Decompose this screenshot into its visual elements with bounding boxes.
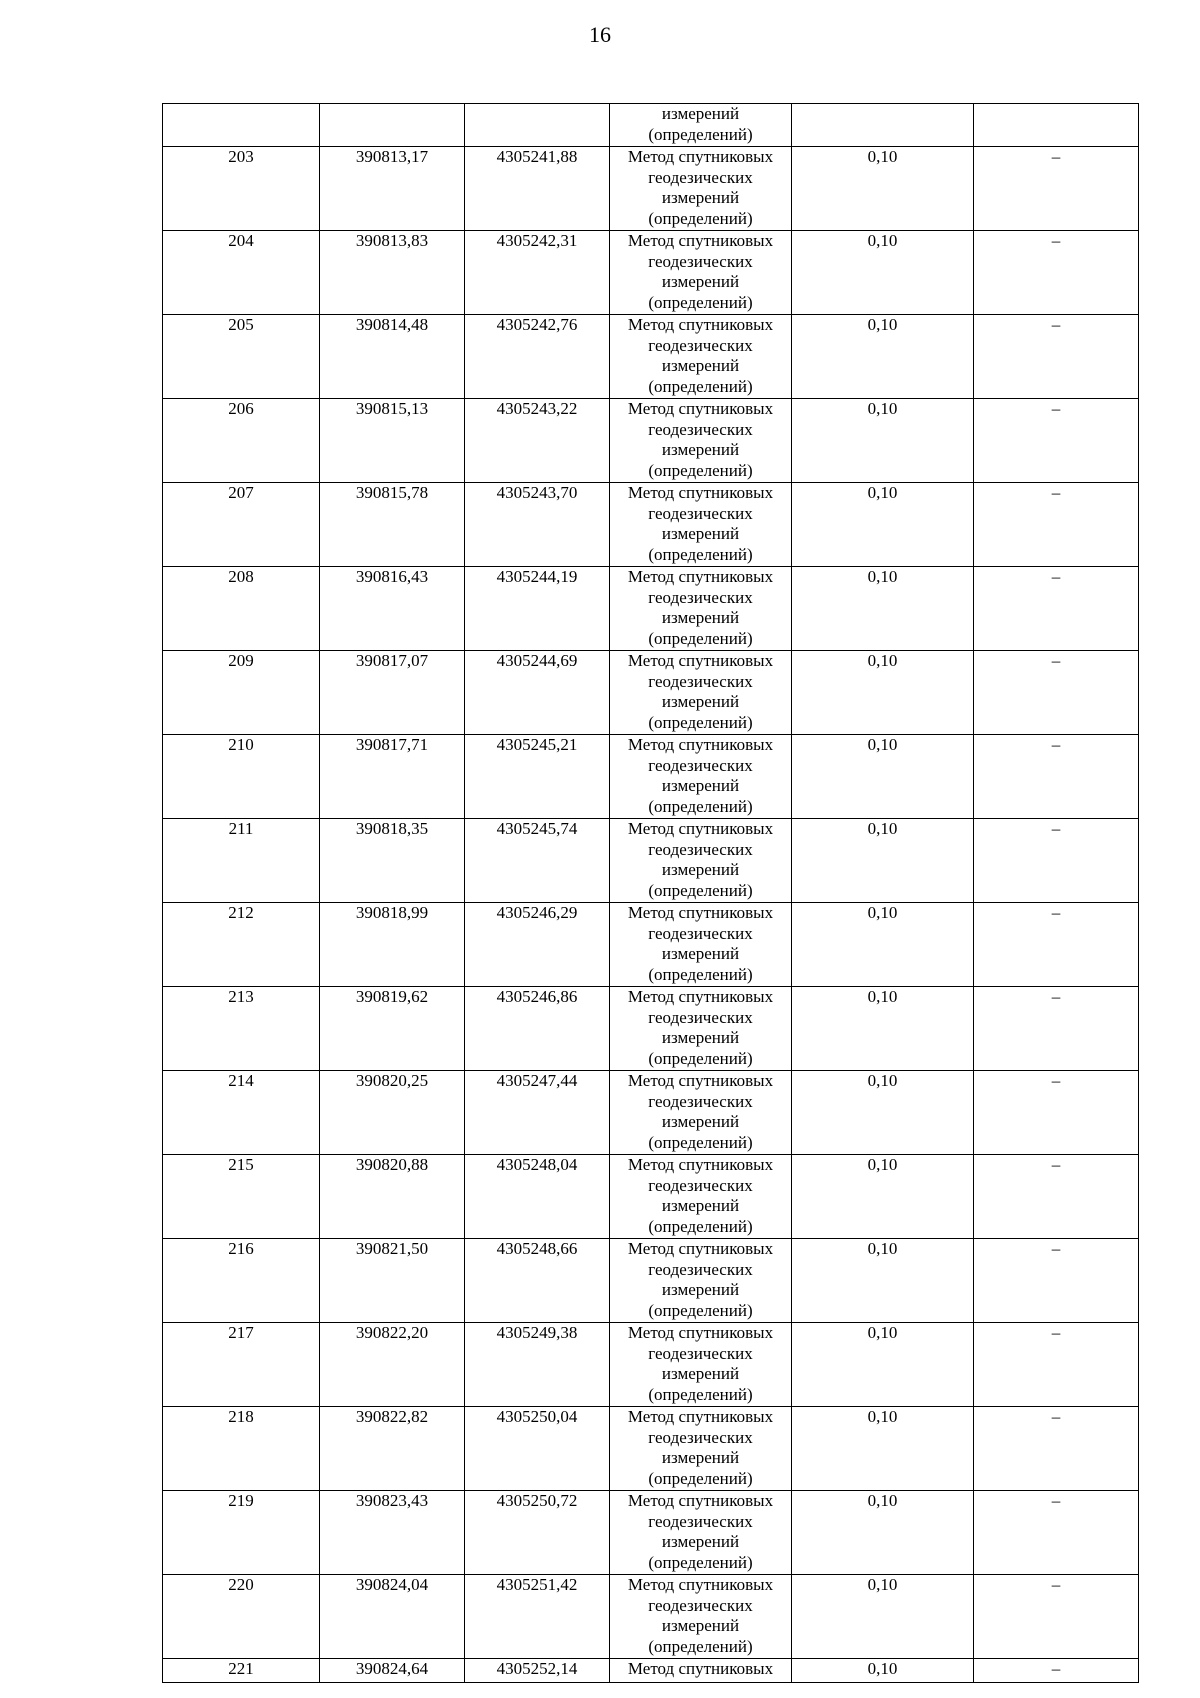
point-number-text: 216 (228, 1239, 254, 1258)
coord-x-text: 390813,83 (355, 231, 429, 250)
coord-x-text: 390822,20 (355, 1323, 429, 1342)
accuracy-text: 0,10 (867, 147, 898, 166)
cell-coord-y (465, 399, 610, 483)
page-number: 16 (589, 22, 611, 47)
cell-coord-x (320, 903, 465, 987)
coord-x-text: 390820,25 (355, 1071, 429, 1090)
coord-y-text: 4305245,21 (496, 735, 578, 754)
cell-coord-x (320, 987, 465, 1071)
point-number-text: 208 (228, 567, 254, 586)
cell-coord-y (465, 231, 610, 315)
cell-point-number (163, 1071, 320, 1155)
table-row (163, 1407, 1139, 1491)
accuracy-text: 0,10 (867, 483, 898, 502)
cell-method (610, 483, 792, 567)
cell-method (610, 819, 792, 903)
cell-method (610, 231, 792, 315)
cell-description (974, 1575, 1139, 1659)
cell-method (610, 1155, 792, 1239)
point-number-text: 203 (228, 147, 254, 166)
cell-coord-x (320, 735, 465, 819)
cell-point-number (163, 1491, 320, 1575)
cell-accuracy (792, 1575, 974, 1659)
cell-accuracy (792, 903, 974, 987)
coord-x-text: 390815,78 (355, 483, 429, 502)
description-text: – (1051, 1323, 1061, 1342)
coord-x-text: 390816,43 (355, 567, 429, 586)
table-row (163, 735, 1139, 819)
cell-accuracy (792, 1155, 974, 1239)
accuracy-text: 0,10 (867, 819, 898, 838)
method-text: Метод спутниковых (627, 1659, 774, 1678)
cell-point-number (163, 567, 320, 651)
cell-coord-x (320, 1323, 465, 1407)
coord-y-text: 4305241,88 (496, 147, 578, 166)
cell-method (610, 1239, 792, 1323)
cell-method (610, 315, 792, 399)
cell-method (610, 1575, 792, 1659)
cell-coord-y (465, 819, 610, 903)
cell-accuracy (792, 483, 974, 567)
method-text: Метод спутниковых геодезических измерений (определений) (627, 1323, 774, 1404)
cell-accuracy (792, 1239, 974, 1323)
table-row (163, 567, 1139, 651)
table-row (163, 1491, 1139, 1575)
description-text: – (1051, 987, 1061, 1006)
accuracy-text: 0,10 (867, 1071, 898, 1090)
cell-description (974, 399, 1139, 483)
cell-point-number (163, 1155, 320, 1239)
accuracy-text: 0,10 (867, 1155, 898, 1174)
cell-coord-x (320, 1575, 465, 1659)
cell-method (610, 147, 792, 231)
cell-coord-y (465, 1155, 610, 1239)
accuracy-text: 0,10 (867, 399, 898, 418)
accuracy-text: 0,10 (867, 1323, 898, 1342)
table-row (163, 903, 1139, 987)
cell-accuracy (792, 399, 974, 483)
cell-method (610, 1071, 792, 1155)
cell-point-number (163, 1239, 320, 1323)
cell-method (610, 987, 792, 1071)
cell-accuracy (792, 1323, 974, 1407)
cell-coord-x (320, 1071, 465, 1155)
accuracy-text: 0,10 (867, 567, 898, 586)
cell-point-number (163, 147, 320, 231)
cell-description (974, 735, 1139, 819)
cell-coord-x (320, 231, 465, 315)
point-number-text: 220 (228, 1575, 254, 1594)
description-text: – (1051, 819, 1061, 838)
cell-description (974, 1407, 1139, 1491)
description-text: – (1051, 567, 1061, 586)
cell-method (610, 104, 792, 147)
cell-description (974, 1071, 1139, 1155)
method-text: Метод спутниковых геодезических измерений (определений) (627, 1155, 774, 1236)
cell-method (610, 1491, 792, 1575)
table-row (163, 147, 1139, 231)
cell-coord-y (465, 1659, 610, 1683)
method-text: измерений (определений) (648, 104, 753, 144)
table-row (163, 1071, 1139, 1155)
cell-description (974, 1155, 1139, 1239)
cell-accuracy (792, 231, 974, 315)
cell-method (610, 651, 792, 735)
continuation-row (163, 104, 1139, 147)
description-text: – (1051, 651, 1061, 670)
cell-accuracy (792, 1491, 974, 1575)
cell-coord-x (320, 315, 465, 399)
method-text: Метод спутниковых геодезических измерений (определений) (627, 1575, 774, 1656)
cell-point-number (163, 231, 320, 315)
method-text: Метод спутниковых геодезических измерений (определений) (627, 819, 774, 900)
description-text: – (1051, 147, 1061, 166)
cell-description (974, 903, 1139, 987)
accuracy-text: 0,10 (867, 1407, 898, 1426)
table-body (163, 104, 1139, 1683)
cell-point-number (163, 315, 320, 399)
table-row (163, 651, 1139, 735)
table-row (163, 231, 1139, 315)
description-text: – (1051, 1659, 1061, 1678)
cell-point-number (163, 819, 320, 903)
cell-description (974, 1239, 1139, 1323)
accuracy-text: 0,10 (867, 987, 898, 1006)
accuracy-text: 0,10 (867, 315, 898, 334)
accuracy-text: 0,10 (867, 1491, 898, 1510)
accuracy-text: 0,10 (867, 1239, 898, 1258)
table-row (163, 1239, 1139, 1323)
coord-y-text: 4305249,38 (496, 1323, 578, 1342)
cell-coord-x (320, 1155, 465, 1239)
cell-accuracy (792, 651, 974, 735)
coord-y-text: 4305242,31 (496, 231, 578, 250)
coord-x-text: 390824,64 (355, 1659, 429, 1678)
cell-coord-x (320, 399, 465, 483)
cell-point-number (163, 483, 320, 567)
method-text: Метод спутниковых геодезических измерений (определений) (627, 1239, 774, 1320)
cell-point-number (163, 903, 320, 987)
coord-y-text: 4305245,74 (496, 819, 578, 838)
coord-y-text: 4305252,14 (496, 1659, 578, 1678)
cell-coord-y (465, 1491, 610, 1575)
cell-accuracy (792, 1407, 974, 1491)
accuracy-text: 0,10 (867, 1659, 898, 1678)
coord-x-text: 390821,50 (355, 1239, 429, 1258)
accuracy-text: 0,10 (867, 735, 898, 754)
point-number-text: 207 (228, 483, 254, 502)
coord-x-text: 390813,17 (355, 147, 429, 166)
cell-accuracy (792, 104, 974, 147)
cell-accuracy (792, 819, 974, 903)
description-text: – (1051, 1155, 1061, 1174)
cell-point-number (163, 1407, 320, 1491)
cell-coord-x (320, 1491, 465, 1575)
coord-x-text: 390818,35 (355, 819, 429, 838)
cell-point-number (163, 651, 320, 735)
description-text: – (1051, 231, 1061, 250)
point-number-text: 213 (228, 987, 254, 1006)
table-row (163, 1659, 1139, 1683)
cell-coord-x (320, 819, 465, 903)
method-text: Метод спутниковых геодезических измерений (определений) (627, 1491, 774, 1572)
method-text: Метод спутниковых геодезических измерений (определений) (627, 399, 774, 480)
method-text: Метод спутниковых геодезических измерений (определений) (627, 735, 774, 816)
cell-description (974, 231, 1139, 315)
description-text: – (1051, 1239, 1061, 1258)
description-text: – (1051, 483, 1061, 502)
coord-y-text: 4305250,72 (496, 1491, 578, 1510)
coord-y-text: 4305248,04 (496, 1155, 578, 1174)
cell-accuracy (792, 147, 974, 231)
cell-point-number (163, 1659, 320, 1683)
cell-method (610, 1407, 792, 1491)
cell-point-number (163, 1323, 320, 1407)
cell-coord-y (465, 651, 610, 735)
coord-y-text: 4305246,86 (496, 987, 578, 1006)
accuracy-text: 0,10 (867, 651, 898, 670)
cell-coord-x (320, 1239, 465, 1323)
cell-description (974, 987, 1139, 1071)
cell-accuracy (792, 1659, 974, 1683)
point-number-text: 209 (228, 651, 254, 670)
coord-x-text: 390818,99 (355, 903, 429, 922)
method-text: Метод спутниковых геодезических измерений (определений) (627, 987, 774, 1068)
coord-y-text: 4305248,66 (496, 1239, 578, 1258)
cell-coord-x (320, 483, 465, 567)
cell-coord-x (320, 147, 465, 231)
cell-description (974, 819, 1139, 903)
cell-description (974, 104, 1139, 147)
table-row (163, 987, 1139, 1071)
cell-coord-y (465, 315, 610, 399)
method-text: Метод спутниковых геодезических измерений (определений) (627, 1407, 774, 1488)
cell-description (974, 147, 1139, 231)
cell-description (974, 483, 1139, 567)
cell-coord-y (465, 147, 610, 231)
table-row (163, 1155, 1139, 1239)
point-number-text: 206 (228, 399, 254, 418)
accuracy-text: 0,10 (867, 903, 898, 922)
cell-coord-x (320, 1659, 465, 1683)
point-number-text: 219 (228, 1491, 254, 1510)
point-number-text: 218 (228, 1407, 254, 1426)
table-row (163, 483, 1139, 567)
method-text: Метод спутниковых геодезических измерений (определений) (627, 231, 774, 312)
cell-coord-y (465, 903, 610, 987)
coord-x-text: 390820,88 (355, 1155, 429, 1174)
description-text: – (1051, 903, 1061, 922)
cell-description (974, 567, 1139, 651)
coord-y-text: 4305243,22 (496, 399, 578, 418)
accuracy-text: 0,10 (867, 1575, 898, 1594)
point-number-text: 204 (228, 231, 254, 250)
cell-coord-y (465, 104, 610, 147)
cell-accuracy (792, 735, 974, 819)
method-text: Метод спутниковых геодезических измерений (определений) (627, 315, 774, 396)
method-text: Метод спутниковых геодезических измерений (определений) (627, 567, 774, 648)
point-number-text: 221 (228, 1659, 254, 1678)
coordinates-table (162, 103, 1139, 1683)
method-text: Метод спутниковых геодезических измерений (определений) (627, 1071, 774, 1152)
cell-accuracy (792, 987, 974, 1071)
cell-description (974, 1659, 1139, 1683)
cell-coord-x (320, 651, 465, 735)
method-text: Метод спутниковых геодезических измерений (определений) (627, 147, 774, 228)
coord-x-text: 390824,04 (355, 1575, 429, 1594)
cell-point-number (163, 104, 320, 147)
method-text: Метод спутниковых геодезических измерений (определений) (627, 483, 774, 564)
cell-description (974, 315, 1139, 399)
cell-coord-x (320, 104, 465, 147)
cell-coord-x (320, 1407, 465, 1491)
cell-coord-y (465, 735, 610, 819)
description-text: – (1051, 1407, 1061, 1426)
table-row (163, 1575, 1139, 1659)
coord-x-text: 390822,82 (355, 1407, 429, 1426)
cell-point-number (163, 1575, 320, 1659)
cell-description (974, 1491, 1139, 1575)
point-number-text: 210 (228, 735, 254, 754)
coord-x-text: 390815,13 (355, 399, 429, 418)
point-number-text: 217 (228, 1323, 254, 1342)
coord-x-text: 390819,62 (355, 987, 429, 1006)
coord-y-text: 4305246,29 (496, 903, 578, 922)
description-text: – (1051, 399, 1061, 418)
cell-coord-y (465, 1239, 610, 1323)
cell-method (610, 1659, 792, 1683)
table-row (163, 399, 1139, 483)
coord-x-text: 390817,71 (355, 735, 429, 754)
coord-x-text: 390817,07 (355, 651, 429, 670)
cell-description (974, 651, 1139, 735)
coord-x-text: 390814,48 (355, 315, 429, 334)
cell-method (610, 567, 792, 651)
point-number-text: 212 (228, 903, 254, 922)
cell-method (610, 399, 792, 483)
cell-method (610, 735, 792, 819)
description-text: – (1051, 1071, 1061, 1090)
method-text: Метод спутниковых геодезических измерений (определений) (627, 903, 774, 984)
description-text: – (1051, 315, 1061, 334)
point-number-text: 205 (228, 315, 254, 334)
point-number-text: 211 (228, 819, 254, 838)
coord-x-text: 390823,43 (355, 1491, 429, 1510)
table-row (163, 819, 1139, 903)
cell-point-number (163, 735, 320, 819)
point-number-text: 214 (228, 1071, 254, 1090)
cell-method (610, 903, 792, 987)
method-text: Метод спутниковых геодезических измерений (определений) (627, 651, 774, 732)
cell-point-number (163, 987, 320, 1071)
cell-description (974, 1323, 1139, 1407)
cell-point-number (163, 399, 320, 483)
cell-coord-y (465, 1071, 610, 1155)
description-text: – (1051, 1575, 1061, 1594)
coord-y-text: 4305242,76 (496, 315, 578, 334)
accuracy-text: 0,10 (867, 231, 898, 250)
point-number-text: 215 (228, 1155, 254, 1174)
coord-y-text: 4305250,04 (496, 1407, 578, 1426)
coord-y-text: 4305251,42 (496, 1575, 578, 1594)
cell-coord-y (465, 483, 610, 567)
cell-coord-y (465, 1575, 610, 1659)
coord-y-text: 4305244,19 (496, 567, 578, 586)
cell-coord-y (465, 1407, 610, 1491)
table-row (163, 315, 1139, 399)
description-text: – (1051, 735, 1061, 754)
coord-y-text: 4305244,69 (496, 651, 578, 670)
coord-y-text: 4305247,44 (496, 1071, 578, 1090)
cell-coord-y (465, 1323, 610, 1407)
description-text: – (1051, 1491, 1061, 1510)
table-row (163, 1323, 1139, 1407)
cell-coord-y (465, 567, 610, 651)
cell-coord-y (465, 987, 610, 1071)
coord-y-text: 4305243,70 (496, 483, 578, 502)
cell-accuracy (792, 567, 974, 651)
cell-method (610, 1323, 792, 1407)
cell-accuracy (792, 315, 974, 399)
cell-accuracy (792, 1071, 974, 1155)
cell-coord-x (320, 567, 465, 651)
